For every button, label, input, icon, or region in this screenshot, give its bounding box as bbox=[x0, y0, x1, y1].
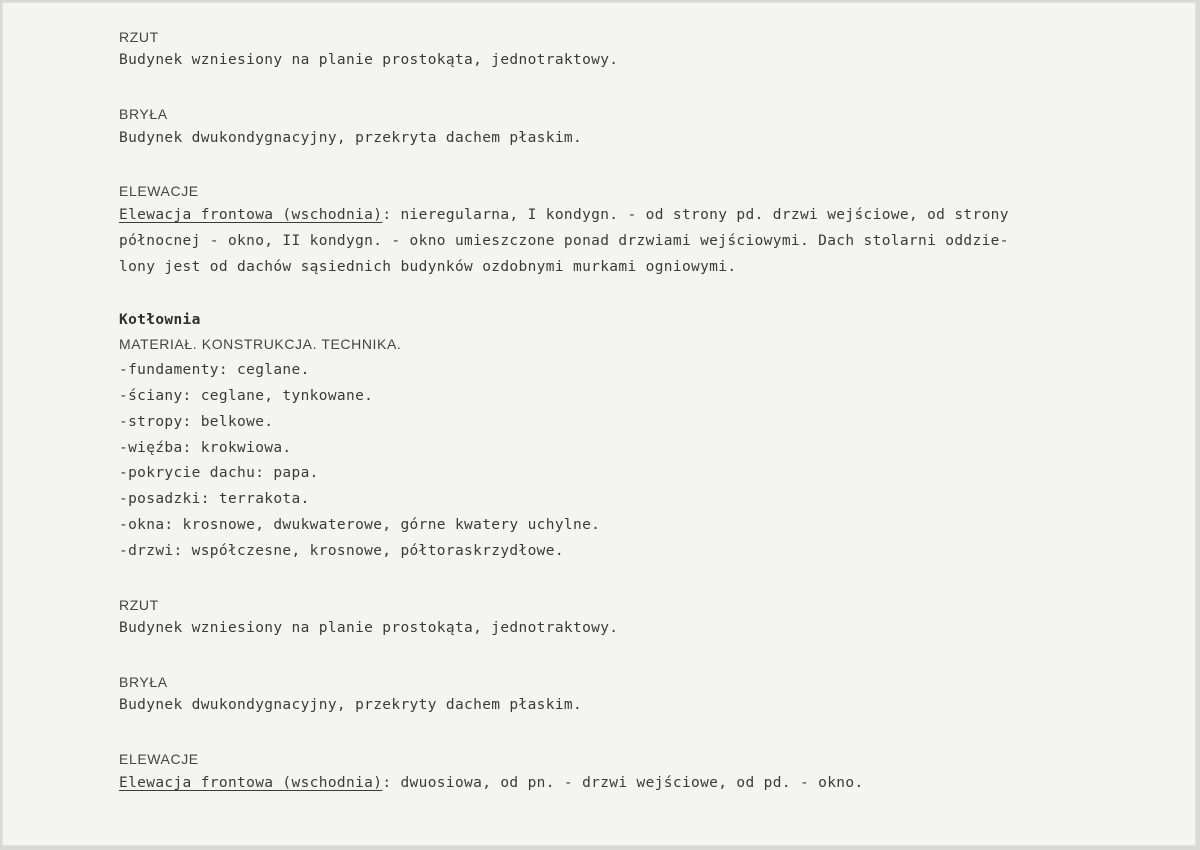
kotlownia-rzut-heading: RZUT bbox=[119, 597, 159, 613]
kotlownia-title: Kotłownia bbox=[119, 312, 201, 328]
bryla-heading: BRYŁA bbox=[119, 106, 168, 122]
elewacja-line-1-rest: : nieregularna, I kondygn. - od strony pd. drzwi wejściowe, od strony bbox=[382, 207, 1009, 223]
elewacja-line-2: północnej - okno, II kondygn. - okno umieszczone ponad drzwiami wejściowymi. Dach stolarni oddzie- bbox=[119, 233, 1009, 249]
material-item: -drzwi: współczesne, krosnowe, półtoraskrzydłowe. bbox=[119, 543, 564, 559]
kotlownia-rzut-text: Budynek wzniesiony na planie prostokąta, jednotraktowy. bbox=[119, 620, 619, 636]
kotlownia-elewacje-heading: ELEWACJE bbox=[119, 751, 199, 767]
kotlownia-bryla-heading: BRYŁA bbox=[119, 674, 168, 690]
material-item: -okna: krosnowe, dwukwaterowe, górne kwatery uchylne. bbox=[119, 517, 601, 533]
material-item: -stropy: belkowe. bbox=[119, 414, 274, 430]
elewacja-label: Elewacja frontowa (wschodnia) bbox=[119, 207, 383, 223]
material-item: -ściany: ceglane, tynkowane. bbox=[119, 388, 374, 404]
kotlownia-bryla-text: Budynek dwukondygnacyjny, przekryty dachem płaskim. bbox=[119, 697, 583, 713]
material-item: -więźba: krokwiowa. bbox=[119, 440, 292, 456]
materials-heading: MATERIAŁ. KONSTRUKCJA. TECHNIKA. bbox=[119, 336, 402, 352]
elewacja-line-1 bbox=[119, 206, 1009, 224]
kotlownia-elewacja-label: Elewacja frontowa (wschodnia) bbox=[119, 775, 383, 791]
kotlownia-elewacja-line bbox=[119, 774, 864, 792]
elewacje-heading: ELEWACJE bbox=[119, 183, 199, 199]
rzut-text: Budynek wzniesiony na planie prostokąta, jednotraktowy. bbox=[119, 52, 619, 68]
typed-document-page bbox=[2, 2, 1196, 846]
elewacja-line-3: lony jest od dachów sąsiednich budynków ozdobnymi murkami ogniowymi. bbox=[119, 259, 737, 275]
material-item: -pokrycie dachu: papa. bbox=[119, 465, 319, 481]
bryla-text: Budynek dwukondygnacyjny, przekryta dachem płaskim. bbox=[119, 130, 583, 146]
rzut-heading: RZUT bbox=[119, 29, 159, 45]
material-item: -posadzki: terrakota. bbox=[119, 491, 310, 507]
material-item: -fundamenty: ceglane. bbox=[119, 362, 310, 378]
kotlownia-elewacja-rest: : dwuosiowa, od pn. - drzwi wejściowe, od pd. - okno. bbox=[382, 775, 864, 791]
